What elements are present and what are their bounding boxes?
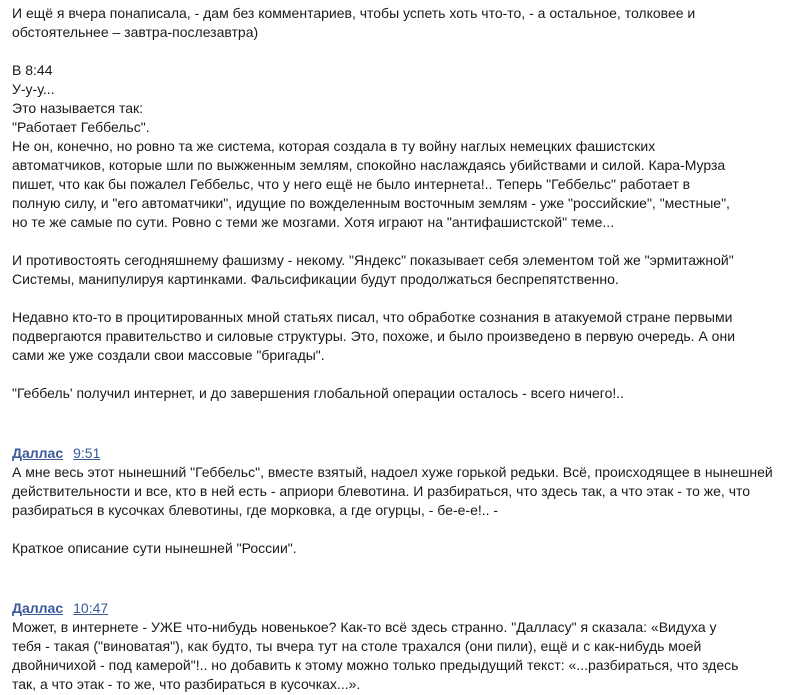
paragraph-line: Не он, конечно, но ровно та же система, которая создала в ту войну наглых немецких фашистских xyxy=(12,138,656,154)
comment-line: тебя - такая ("виноватая"), как будто, ты вчера тут на столе трахался (они пили), ещё и с как-нибудь моей xyxy=(12,638,702,654)
paragraph-line: подвергаются правительство и силовые структуры. Это, похоже, и было произведено в первую очередь. А они xyxy=(12,328,736,344)
intro-line: обстоятельнее – завтра-послезавтра) xyxy=(12,24,259,40)
comment-header xyxy=(12,599,797,618)
comment-author-link[interactable]: Даллас xyxy=(12,445,64,461)
spacer xyxy=(12,425,797,444)
paragraph-line: Недавно кто-то в процитированных мной статьях писал, что обработке сознания в атакуемой стране первыми xyxy=(12,309,733,325)
paragraph-line: Это называется так: xyxy=(12,100,144,116)
paragraph-line: "Работает Геббельс". xyxy=(12,119,150,135)
entry-time: В 8:44 xyxy=(12,62,53,78)
post-paragraph-1 xyxy=(12,80,797,232)
paragraph-line: пишет, что как бы пожалел Геббельс, что у него ещё не было интернета!.. Теперь "Геббельс" работает в xyxy=(12,176,691,192)
paragraph-line: И противостоять сегодняшнему фашизму - некому. "Яндекс" показывает себя элементом той же "эрмитажной" xyxy=(12,252,734,268)
comment-line: действительности и все, кто в ней есть - априори блевотина. И разбираться, что здесь так, а что этак - то же, что xyxy=(12,483,751,499)
comment-line: двойничихой - под камерой"!.. но добавить к этому можно только предыдущий текст: «...разбираться, что здесь xyxy=(12,657,739,673)
spacer xyxy=(12,232,797,251)
spacer xyxy=(12,289,797,308)
paragraph-line: сами же уже создали свои массовые "бригады". xyxy=(12,347,325,363)
intro-line: И ещё я вчера понаписала, - дам без комментариев, чтобы успеть хоть что-то, - а остальное, толковее и xyxy=(12,5,696,21)
spacer xyxy=(12,520,797,539)
spacer xyxy=(12,403,797,425)
post-paragraph-4 xyxy=(12,384,797,403)
post-intro xyxy=(12,4,797,42)
spacer xyxy=(12,365,797,384)
comment-author-link[interactable]: Даллас xyxy=(12,600,64,616)
comment-summary: Краткое описание сути нынешней "России". xyxy=(12,540,297,556)
paragraph-line: полную силу, и "его автоматчики", идущие по вожделенным восточным землям - уже "российские", "местные", xyxy=(12,195,730,211)
paragraph-line: У-у-у... xyxy=(12,81,55,97)
comment-line: разбираться в кусочках блевотины, где морковка, а где огурцы, - бе-е-е!.. - xyxy=(12,502,499,518)
comment-time-link[interactable]: 10:47 xyxy=(73,600,109,616)
paragraph-line: автоматчиков, которые шли по выжженным землям, спокойно наслаждаясь убийствами и силой. Кара-Мурза xyxy=(12,157,726,173)
comment-line: так, а что этак - то же, что разбираться в кусочках...». xyxy=(12,676,361,692)
comment-line: А мне весь этот нынешний "Геббельс", вместе взятый, надоел хуже горькой редьки. Всё, происходящее в нынешней xyxy=(12,464,773,480)
comment-line: Может, в интернете - УЖЕ что-нибудь новенькое? Как-то всё здесь странно. "Далласу" я сказала: «Видуха у xyxy=(12,619,717,635)
comment-time-link[interactable]: 9:51 xyxy=(73,445,101,461)
post-paragraph-3 xyxy=(12,308,797,365)
post-paragraph-2 xyxy=(12,251,797,289)
spacer xyxy=(12,577,797,599)
comment-header xyxy=(12,444,797,463)
paragraph-line: "Геббель' получил интернет, и до завершения глобальной операции осталось - всего ничего!.. xyxy=(12,385,625,401)
paragraph-line: Системы, манипулируя картинками. Фальсификации будут продолжаться беспрепятственно. xyxy=(12,271,619,287)
comment xyxy=(12,444,797,558)
spacer xyxy=(12,42,797,61)
paragraph-line: но те же самые по сути. Ровно с теми же мозгами. Хотя играют на "антифашистской" теме... xyxy=(12,214,615,230)
spacer xyxy=(12,558,797,577)
comment xyxy=(12,599,797,694)
blog-page xyxy=(12,4,797,694)
